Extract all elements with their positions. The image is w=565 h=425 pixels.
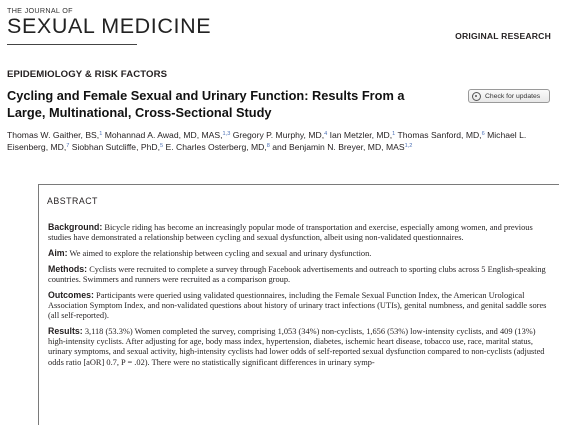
journal-name: SEXUAL MEDICINE — [7, 14, 212, 38]
abstract-paragraph — [48, 248, 552, 259]
author-name: Gregory P. Murphy, MD, — [232, 130, 325, 140]
journal-masthead — [7, 7, 211, 37]
author-name: Benjamin N. Breyer, MD, MAS — [289, 141, 405, 152]
author-list — [7, 130, 527, 153]
abstract-section-label: Results: — [48, 326, 83, 336]
check-updates-label: Check for updates — [485, 92, 541, 100]
abstract-paragraph — [48, 222, 552, 243]
author-name: Ian Metzler, MD, — [329, 130, 393, 140]
abstract-section-label: Background: — [48, 222, 103, 232]
author-affiliation-link[interactable]: 4 — [324, 131, 328, 137]
journal-name-small: THE JOURNAL OF — [7, 6, 73, 15]
author-separator: and — [269, 141, 289, 152]
author-name: Thomas Sanford, MD, — [397, 130, 482, 140]
author-affiliation-link[interactable]: 7 — [66, 142, 70, 149]
author-affiliation-link[interactable]: 8 — [266, 142, 270, 149]
author-affiliation-link[interactable]: 5 — [159, 142, 164, 149]
abstract-section-text: Cyclists were recruited to complete a survey through Facebook advertisements and outreach to sporting clubs across 5 English-speaking countries. Swimmers and runners were recruited as a comparison group. — [48, 264, 546, 284]
author-name: Mohannad A. Awad, MD, MAS, — [104, 130, 223, 140]
author-affiliation-link[interactable]: 1 — [99, 131, 103, 137]
abstract-section-text: 3,118 (53.3%) Women completed the survey, comprising 1,053 (34%) non-cyclists, 1,656 (53%) low-intensity cyclists, and 409 (13%) high-intensity cyclists. After adjusting for age, body mass index, hypertension, diabetes, ischemic heart disease, tobacco use, race, marital status, urinary symptoms, and sexual activity, high-intensity cyclists had lower odds of self-reported sexual dysfunction compared to non-cyclists (adjusted odds ratio [aOR] 0.7, P = .02). There were no statistically significant differences in urinary symp- — [48, 327, 545, 367]
abstract-paragraph — [48, 290, 552, 322]
abstract-paragraph — [48, 326, 552, 368]
abstract-section-text: Bicycle riding has become an increasingly popular mode of transportation and exercise, especially among women, and previous studies have demonstrated a relationship between cycling and sexual dysfunction, albeit using non-validated questionnaires. — [48, 223, 533, 243]
author-affiliation-link[interactable]: 1 — [392, 131, 396, 137]
author-name: Thomas W. Gaither, BS, — [7, 130, 100, 140]
check-for-updates-button[interactable] — [468, 89, 550, 103]
section-heading: EPIDEMIOLOGY & RISK FACTORS — [7, 69, 168, 80]
abstract-section-label: Aim: — [48, 248, 68, 258]
author-affiliation-link[interactable]: 6 — [481, 131, 485, 137]
author-affiliation-link[interactable]: 1,3 — [222, 131, 231, 137]
author-name: Siobhan Sutcliffe, PhD, — [71, 141, 160, 152]
masthead-rule — [7, 44, 137, 45]
abstract-section-text: Participants were queried using validated questionnaires, including the Female Sexual Function Index, the American Urological Association Symptom Index, and non-validated questions about history of urinary tract infections (UTIs), genital numbness, and genital saddle sores (all self-reported). — [48, 290, 547, 321]
check-updates-icon — [472, 92, 481, 101]
abstract-section-text: We aimed to explore the relationship between cycling and sexual and urinary dysfunction. — [67, 249, 372, 258]
author-affiliation-link[interactable]: 1,2 — [404, 142, 413, 149]
article-title: Cycling and Female Sexual and Urinary Function: Results From a Large, Multinational, Cross-Sectional Study — [7, 88, 405, 120]
abstract-section-label: Methods: — [48, 263, 88, 274]
author-name: E. Charles Osterberg, MD, — [165, 141, 267, 152]
abstract-heading: ABSTRACT — [47, 196, 98, 206]
author-name: Michael L. Eisenberg, MD, — [7, 130, 527, 152]
abstract-body — [48, 222, 552, 372]
abstract-section-label: Outcomes: — [48, 289, 94, 300]
abstract-paragraph — [48, 264, 552, 285]
article-type: ORIGINAL RESEARCH — [455, 31, 551, 41]
